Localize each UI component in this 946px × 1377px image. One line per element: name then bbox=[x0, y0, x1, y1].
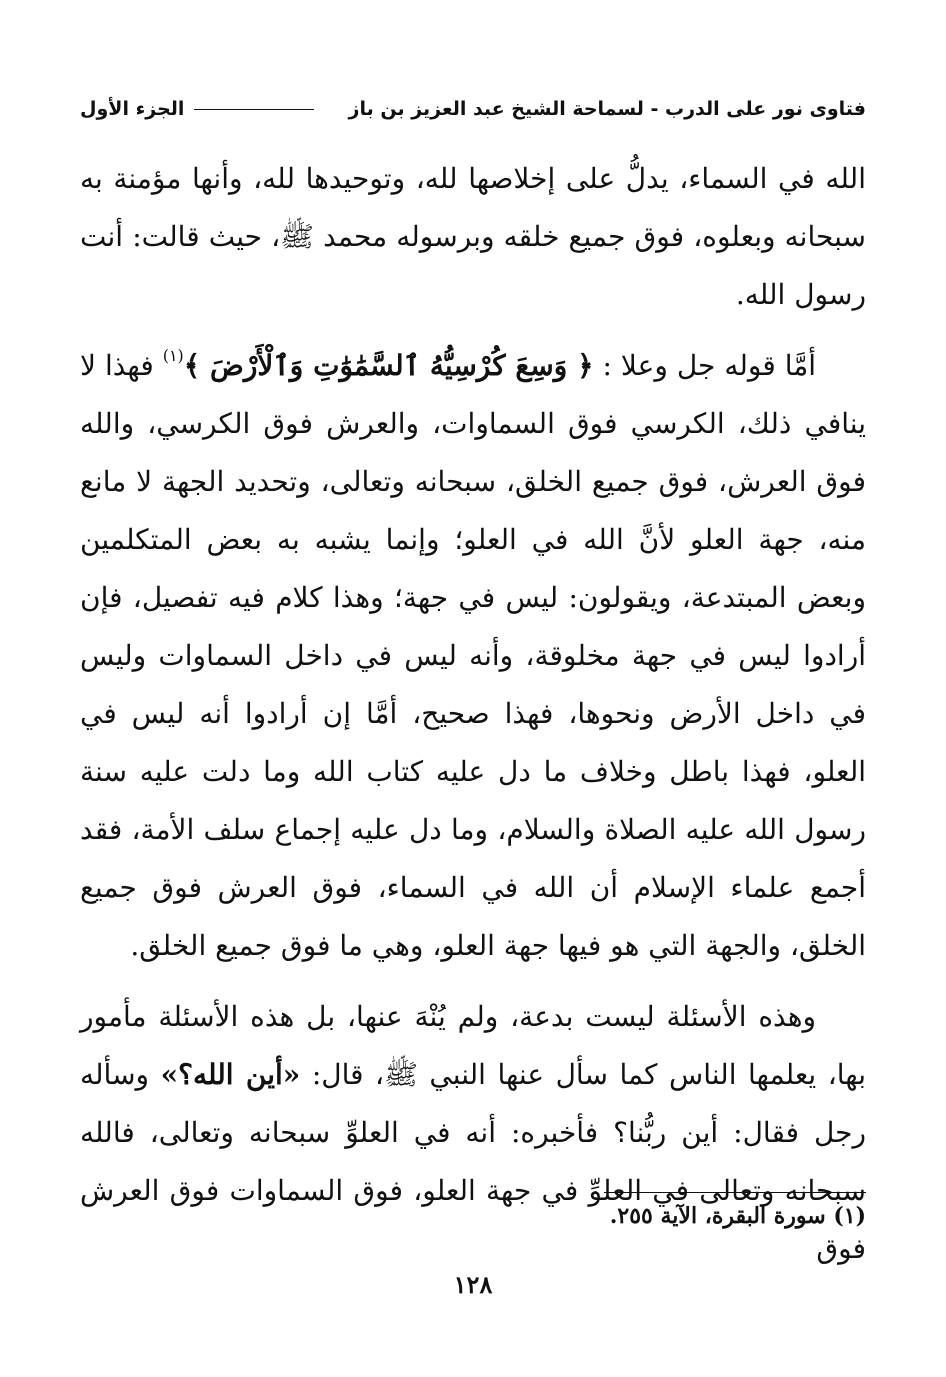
page-number: ١٢٨ bbox=[453, 1270, 493, 1299]
paragraph-2-intro: أمَّا قوله جل وعلا : bbox=[593, 349, 817, 382]
paragraph-3-rest: وسأله رجل فقال: أين ربُّنا؟ فأخبره: أنه في العلوِّ سبحانه وتعالى، فالله سبحانه وتعالى في العلوِّ في جهة العلو، فوق السماوات فوق العرش فوق bbox=[80, 1058, 866, 1265]
hadith-quote: «أين الله؟» bbox=[160, 1058, 301, 1091]
footnote: (١) سورة البقرة، الآية ٢٥٥. bbox=[609, 1203, 866, 1229]
paragraph-1: الله في السماء، يدلُّ على إخلاصها لله، وتوحيدها لله، وأنها مؤمنة به سبحانه وبعلوه، فوق جميع خلقه وبرسوله محمد ﷺ، حيث قالت: أنت رسول الله. bbox=[80, 162, 866, 311]
book-title: فتاوى نور على الدرب - لسماحة الشيخ عبد العزيز بن باز bbox=[348, 98, 866, 120]
quran-verse: ﴿ وَسِعَ كُرْسِيُّهُ ٱلسَّمَٰوَٰتِ وَٱلْأَرْضَ ﴾ bbox=[183, 349, 594, 382]
body-text bbox=[80, 150, 866, 1291]
footnote-rule bbox=[604, 1192, 866, 1193]
paragraph-3 bbox=[80, 988, 866, 1278]
header-rule bbox=[194, 109, 314, 110]
part-label: الجزء الأول bbox=[80, 98, 185, 120]
paragraph-2 bbox=[80, 337, 866, 975]
part-label-group bbox=[80, 98, 314, 120]
paragraph-2-rest: فهذا لا ينافي ذلك، الكرسي فوق السماوات، والعرش فوق الكرسي، والله فوق العرش، فوق جميع الخلق، سبحانه وتعالى، وتحديد الجهة لا مانع منه، جهة العلو لأنَّ الله في العلو؛ وإنما يشبه به بعض المتكلمين وبعض المبتدعة، ويقولون: ليس في جهة؛ وهذا كلام فيه تفصيل، فإن أرادوا ليس في جهة مخلوقة، وأنه ليس في داخل السماوات وليس في داخل الأرض ونحوها، فهذا صحيح، أمَّا إن أرادوا أنه ليس في العلو، فهذا باطل وخلاف ما دل عليه كتاب الله وما دلت عليه سنة رسول الله عليه الصلاة والسلام، وما دل عليه إجماع سلف الأمة، فقد أجمع علماء الإسلام أن الله في السماء، فوق العرش فوق جميع الخلق، والجهة التي هو فيها جهة العلو، وهي ما فوق جميع الخلق. bbox=[80, 349, 866, 962]
paragraph-3-intro: وهذه الأسئلة ليست بدعة، ولم يُنْهَ عنها، بل هذه الأسئلة مأمور بها، يعلمها الناس كما سأل عنها النبي ﷺ، قال: bbox=[80, 1000, 866, 1091]
footnote-marker: (١) bbox=[162, 346, 184, 365]
running-header bbox=[80, 92, 866, 126]
